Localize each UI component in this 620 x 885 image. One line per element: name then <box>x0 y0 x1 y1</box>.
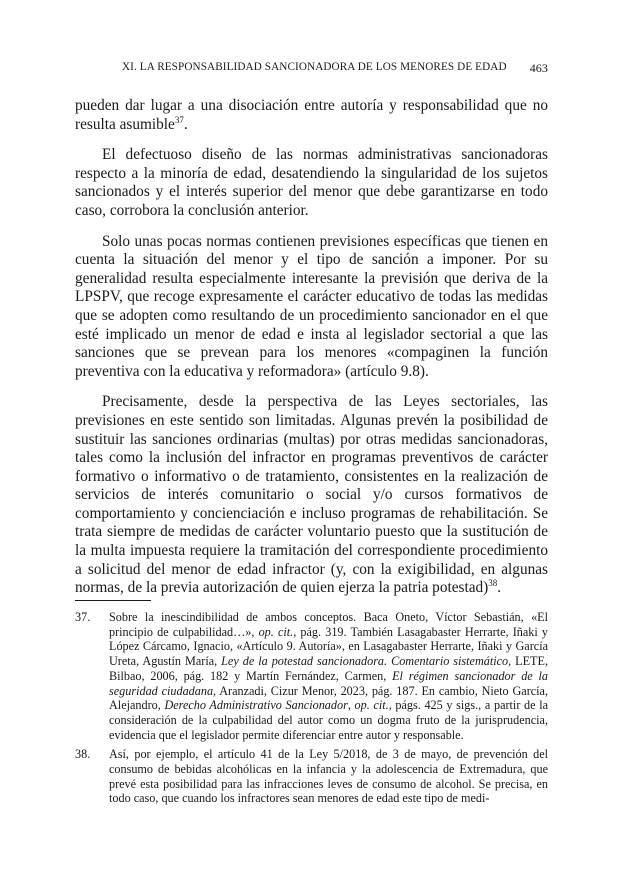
paragraph-1: pueden dar lugar a una disociación entre autoría y responsabilidad que no resulta asumible$^{37}$. <box>75 97 548 133</box>
page-number: 463 <box>529 61 548 75</box>
footnote-ref-37[interactable]: 37 <box>174 114 184 125</box>
footnote-number: 38. <box>75 747 91 762</box>
footnote-38 <box>75 747 548 806</box>
footnote-text: Sobre la inescindibilidad de ambos conceptos. Baca Oneto, Víctor Sebastián, «El principio de culpabilidad…», op. cit., pág. 319. También Lasagabaster Herrarte, Iñaki y López Cárcamo, Ignacio, «Artículo 9. Autoría», en Lasagabaster Herrarte, Iñaki y García Ureta, Agustín María, Ley de la potestad sancionadora. Comentario sistemático, LETE, Bilbao, 2006, pág. 182 y Martín Fernández, Carmen, El régimen sancionador de la seguridad ciudadana, Aranzadi, Cizur Menor, 2023, pág. 187. En cambio, Nieto García, Alejandro, Derecho Administrativo Sancionador, op. cit., págs. 425 y sigs., a partir de la consideración de la culpabilidad del autor como un dogma fruto de la jurisprudencia, evidencia que el legislador permite diferenciar entre autor y responsable. <box>109 610 549 742</box>
paragraph-3: Solo unas pocas normas contienen previsiones específicas que tienen en cuenta la situación del menor y el tipo de sanción a imponer. Por su generalidad resulta especialmente interesante la previsión que deriva de la LPSPV, que recoge expresamente el carácter educativo de todas las medidas que se adopten como resultando de un procedimiento sancionador en el que esté implicado un menor de edad e insta al legislador sectorial a que las sanciones que se prevean para los menores «compaginen la función preventiva con la educativa y reformadora» (artículo 9.8). <box>75 232 548 380</box>
footnote-separator <box>75 600 151 601</box>
footnote-37 <box>75 610 548 742</box>
paragraph-2: El defectuoso diseño de las normas administrativas sancionadoras respecto a la minoría de edad, desatendiendo la singularidad de los sujetos sancionados y el interés superior del menor que debe garantizarse en todo caso, corrobora la conclusión anterior. <box>75 146 548 219</box>
main-text <box>75 97 548 610</box>
footnote-text: Así, por ejemplo, el artículo 41 de la Ley 5/2018, de 3 de mayo, de prevención del consumo de bebidas alcohólicas en la infancia y la adolescencia de Extremadura, que prevé esta posibilidad para las infracciones leves de consumo de alcohol. Se precisa, en todo caso, que cuando los infractores sean menores de edad este tipo de medi- <box>109 747 548 806</box>
footnotes <box>75 610 548 811</box>
chapter-title: XI. LA RESPONSABILIDAD SANCIONADORA DE LOS MENORES DE EDAD <box>122 61 507 73</box>
footnote-number: 37. <box>75 610 91 624</box>
paragraph-4: Precisamente, desde la perspectiva de las Leyes sectoriales, las previsiones en este sentido son limitadas. Algunas prevén la posibilidad de sustituir las sanciones ordinarias (multas) por otras medidas sancionadoras, tales como la inclusión del infractor en programas preventivos de carácter formativo o informativo o de tratamiento, consistentes en la realización de servicios de interés comunitario o social y/o cursos formativos de comportamiento y concienciación e incluso programas de rehabilitación. Se trata siempre de medidas de carácter voluntario puesto que la sustitución de la multa impuesta requiere la tramitación del correspondiente procedimiento a solicitud del menor de edad infractor (y, con la exigibilidad, en algunas normas, de la previa autorización de quien ejerza la patria potestad)$^{38}$. <box>75 393 548 597</box>
footnote-ref-38[interactable]: 38 <box>488 578 498 589</box>
